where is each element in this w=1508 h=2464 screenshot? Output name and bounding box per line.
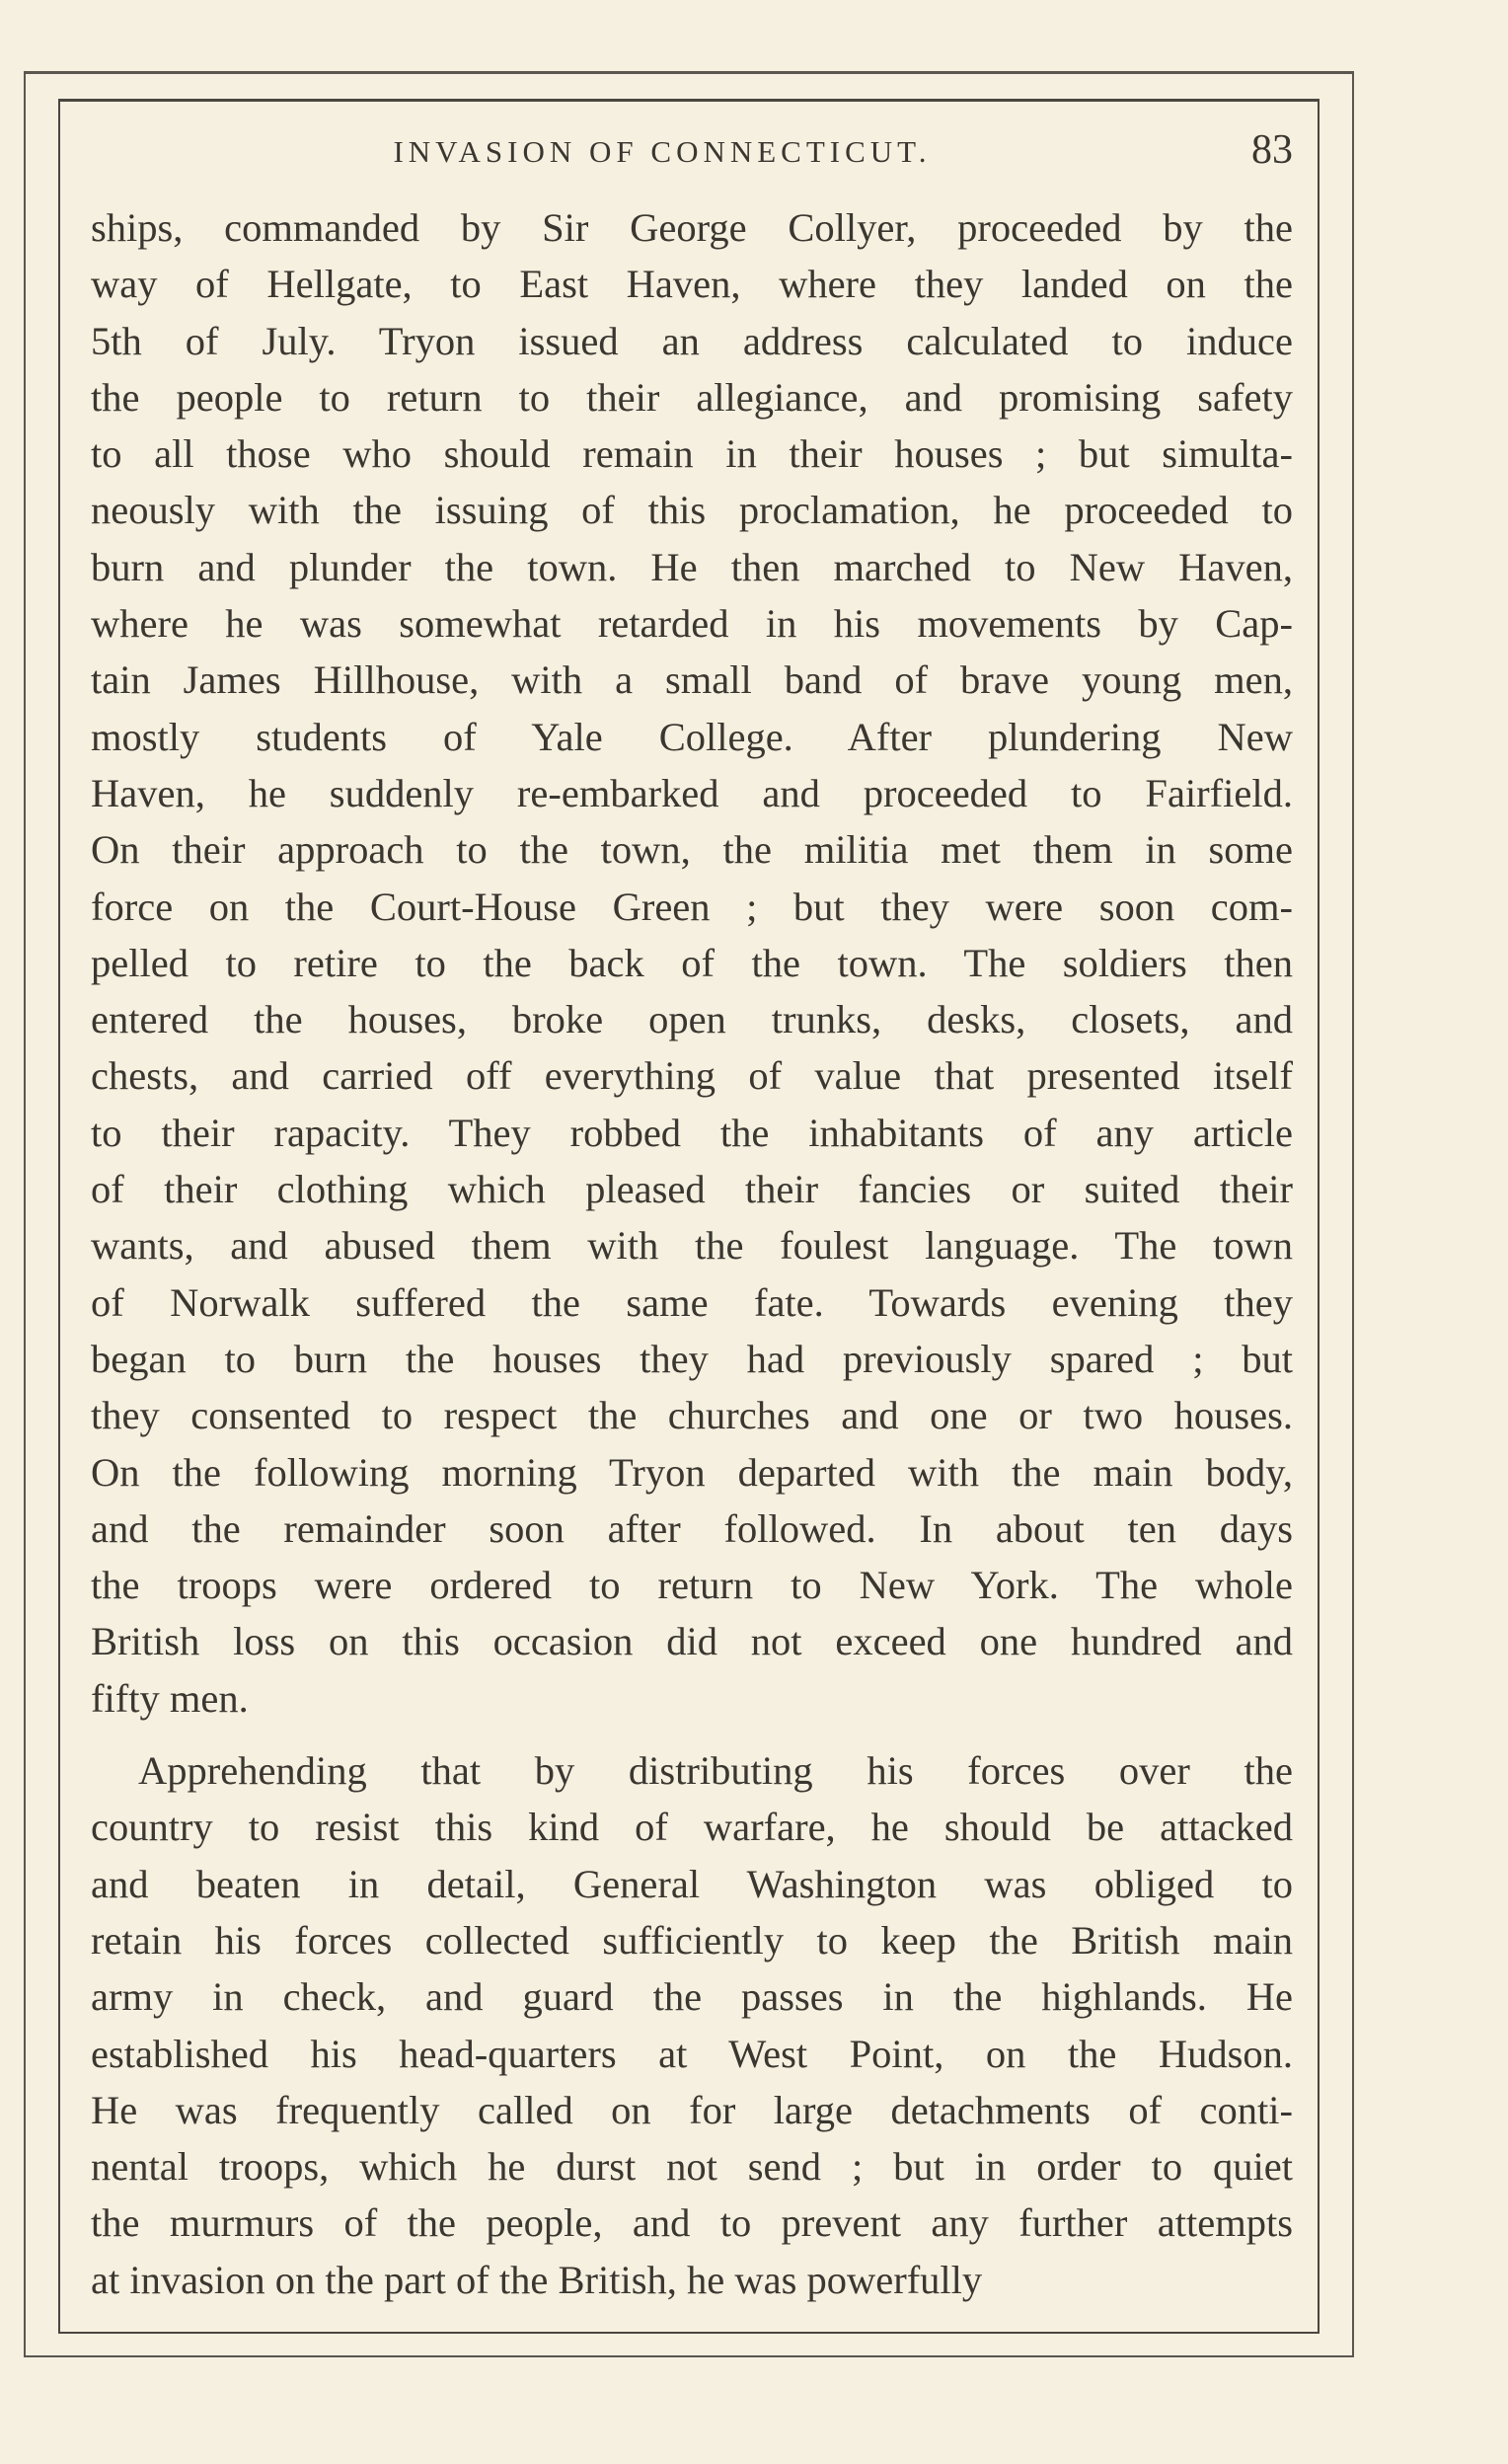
text-line: entered the houses, broke open trunks, desks, closets, and: [91, 997, 1293, 1042]
text-line: neously with the issuing of this proclamation, he proceeded to: [91, 488, 1293, 533]
text-line: Apprehending that by distributing his forces over the: [138, 1748, 1293, 1794]
text-line: pelled to retire to the back of the town. The soldiers then: [91, 940, 1293, 985]
page-header: [91, 126, 1293, 178]
text-line: and the remainder soon after followed. In about ten days: [91, 1505, 1293, 1551]
text-line: way of Hellgate, to East Haven, where they landed on the: [91, 262, 1293, 307]
running-title: INVASION OF CONNECTICUT.: [393, 134, 932, 169]
text-line: tain James Hillhouse, with a small band of brave young men,: [91, 657, 1293, 703]
text-line: country to resist this kind of warfare, he should be attacked: [91, 1805, 1293, 1850]
text-line: nental troops, which he durst not send ; but in order to quiet: [91, 2144, 1293, 2190]
text-line: 5th of July. Tryon issued an address calculated to induce: [91, 318, 1293, 363]
text-line: British loss on this occasion did not exceed one hundred and: [91, 1619, 1293, 1664]
text-line: On the following morning Tryon departed with the main body,: [91, 1449, 1293, 1495]
text-line: the murmurs of the people, and to prevent any further attempts: [91, 2200, 1293, 2246]
text-line: chests, and carried off everything of value that presented itself: [91, 1053, 1293, 1099]
paragraph: [91, 199, 1293, 1727]
page-body: [91, 199, 1293, 2308]
text-line: to their rapacity. They robbed the inhabitants of any article: [91, 1110, 1293, 1155]
text-line: army in check, and guard the passes in the highlands. He: [91, 1974, 1293, 2020]
text-line: On their approach to the town, the militia met them in some: [91, 827, 1293, 873]
text-line: the troops were ordered to return to New York. The whole: [91, 1563, 1293, 1608]
text-line: burn and plunder the town. He then marched to New Haven,: [91, 544, 1293, 589]
text-line: retain his forces collected sufficiently to keep the British main: [91, 1917, 1293, 1963]
text-line: at invasion on the part of the British, he was powerfully: [91, 2257, 983, 2302]
text-line: to all those who should remain in their houses ; but simulta-: [91, 431, 1293, 477]
page-number: 83: [1251, 127, 1293, 173]
text-line: Haven, he suddenly re-embarked and proceeded to Fairfield.: [91, 770, 1293, 815]
text-line: of their clothing which pleased their fancies or suited their: [91, 1167, 1293, 1212]
text-line: He was frequently called on for large detachments of conti-: [91, 2087, 1293, 2132]
text-line: fifty men.: [91, 1675, 249, 1721]
text-line: wants, and abused them with the foulest language. The town: [91, 1223, 1293, 1269]
text-line: of Norwalk suffered the same fate. Towards evening they: [91, 1279, 1293, 1325]
text-line: ships, commanded by Sir George Collyer, proceeded by the: [91, 205, 1293, 250]
text-line: they consented to respect the churches and one or two houses.: [91, 1393, 1293, 1438]
text-line: began to burn the houses they had previously spared ; but: [91, 1336, 1293, 1381]
text-line: where he was somewhat retarded in his movements by Cap-: [91, 601, 1293, 647]
paragraph: [91, 1742, 1293, 2308]
text-line: and beaten in detail, General Washington was obliged to: [91, 1861, 1293, 1906]
text-line: mostly students of Yale College. After plundering New: [91, 714, 1293, 759]
text-line: established his head-quarters at West Point, on the Hudson.: [91, 2031, 1293, 2076]
text-line: the people to return to their allegiance, and promising safety: [91, 374, 1293, 420]
text-line: force on the Court-House Green ; but they were soon com-: [91, 884, 1293, 929]
